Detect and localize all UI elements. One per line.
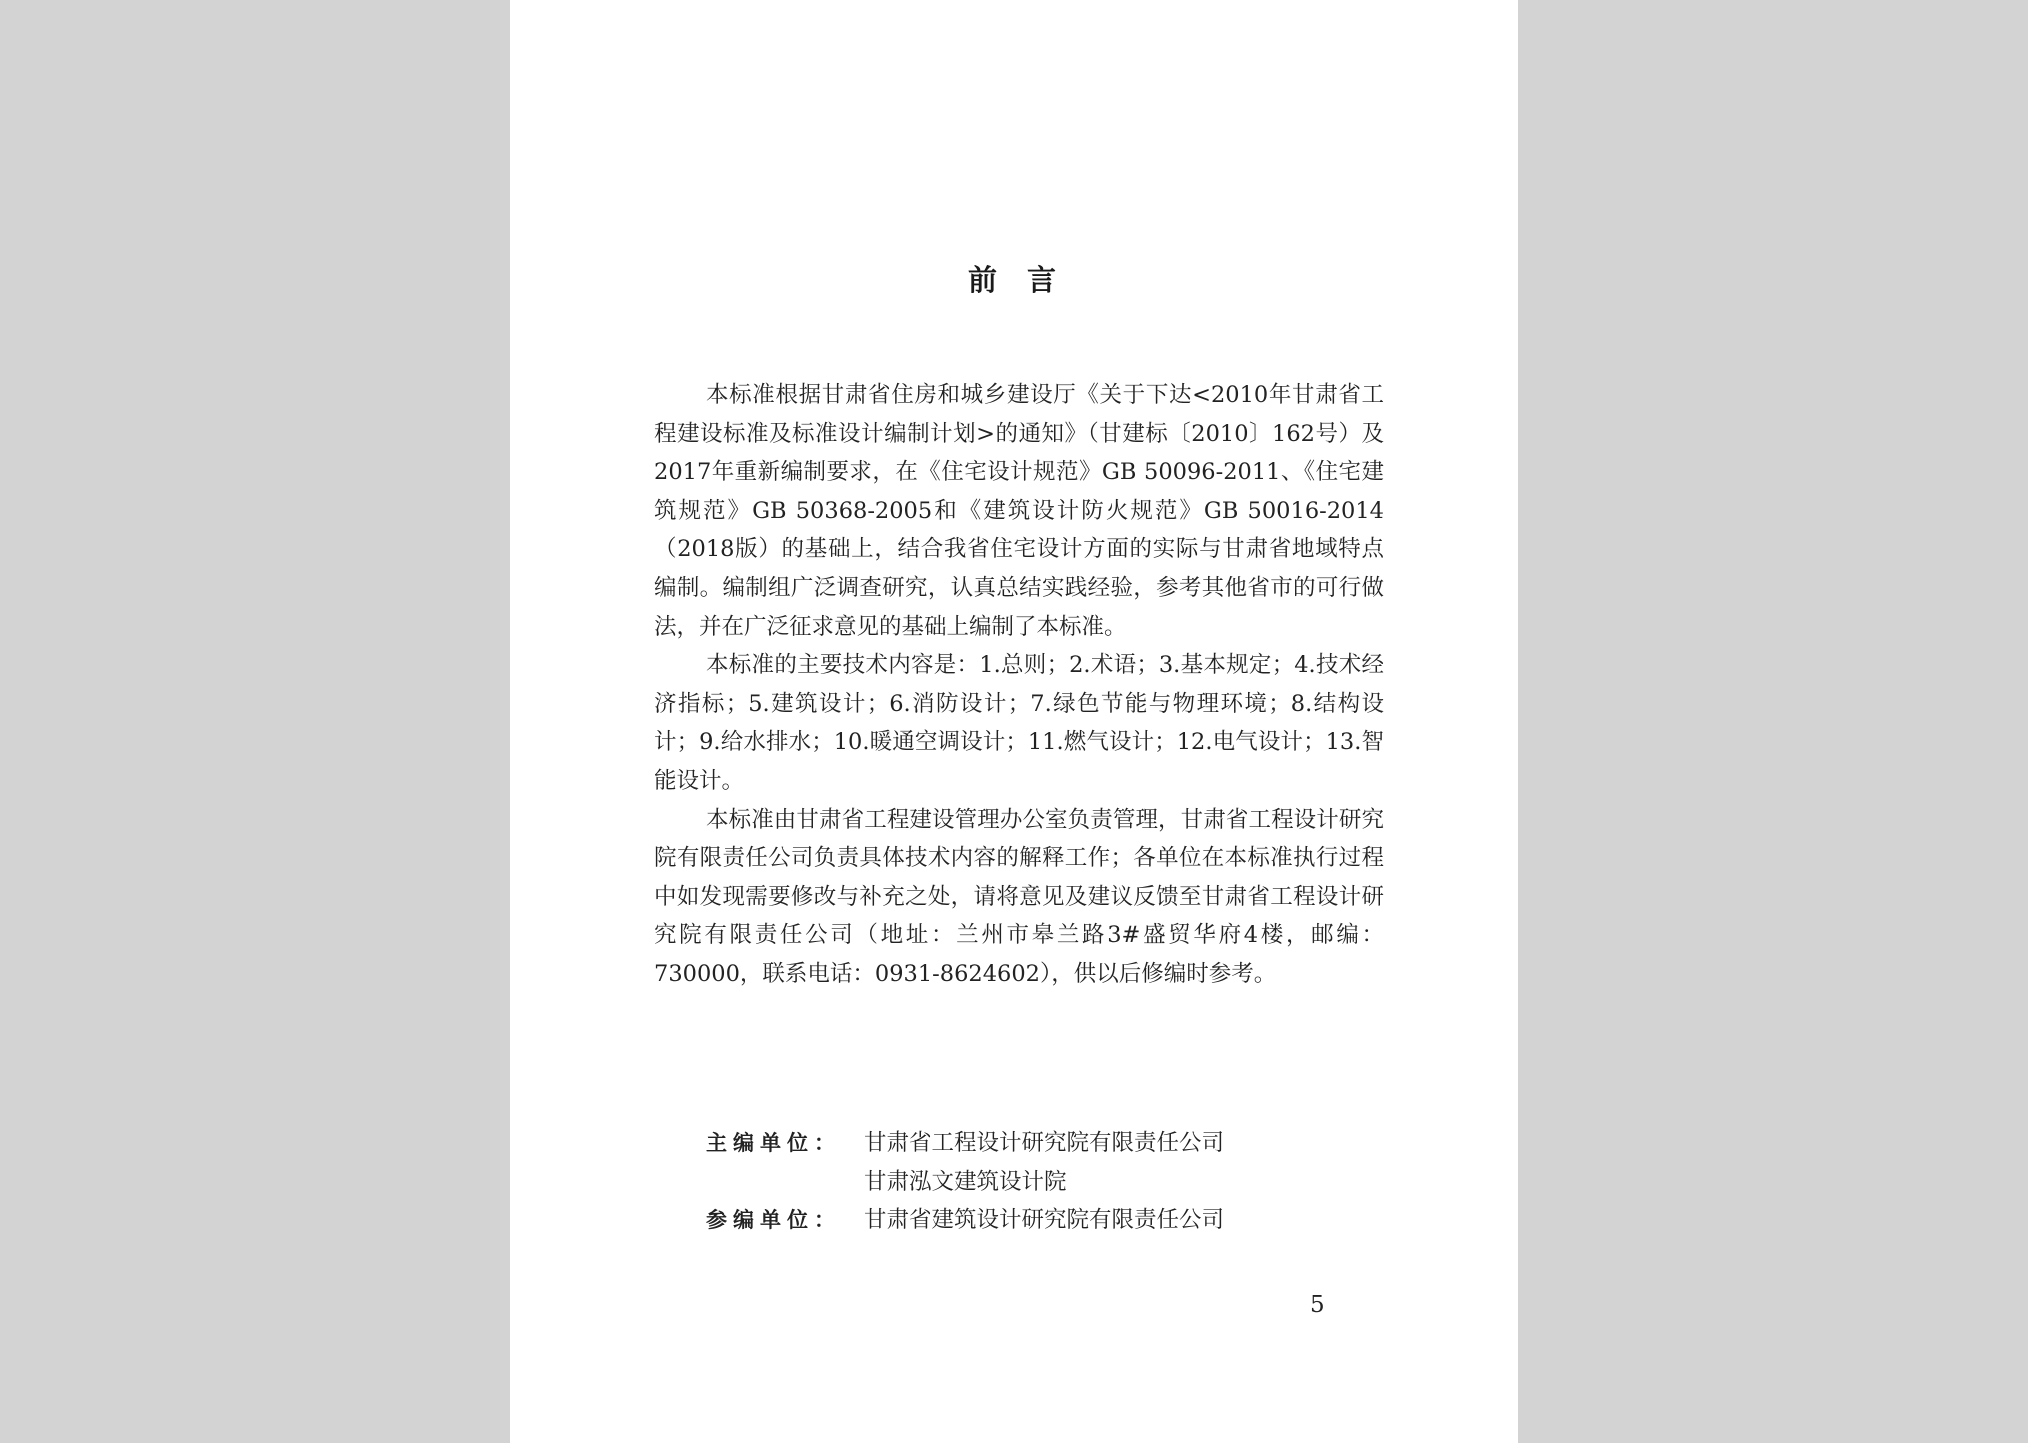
paragraph: 本标准的主要技术内容是：1.总则；2.术语；3.基本规定；4.技术经济指标；5.建筑设计；6.消防设计；7.绿色节能与物理环境；8.结构设计；9.给水排水；10.暖通空调设计；11.燃气设计；12.电气设计；13.智能设计。 bbox=[654, 652, 1384, 794]
participating-row bbox=[706, 1201, 1224, 1240]
page-number: 5 bbox=[1310, 1292, 1325, 1318]
document-page bbox=[510, 0, 1518, 1443]
chief-editor-row bbox=[706, 1124, 1224, 1201]
chief-editor-label: 主编单位： bbox=[706, 1131, 841, 1155]
participating-label: 参编单位： bbox=[706, 1208, 841, 1233]
chief-editor-unit: 甘肃省工程设计研究院有限责任公司 bbox=[864, 1130, 1225, 1156]
page-title: 前言 bbox=[967, 263, 1086, 297]
chief-editor-list bbox=[864, 1124, 1224, 1201]
participating-unit: 甘肃省建筑设计研究院有限责任公司 bbox=[864, 1207, 1225, 1234]
body-text bbox=[654, 376, 1384, 994]
paragraph: 本标准根据甘肃省住房和城乡建设厅《关于下达<2010年甘肃省工程建设标准及标准设计编制计划>的通知》（甘建标〔2010〕162号）及2017年重新编制要求，在《住宅设计规范》GB 50096-2011、《住宅建筑规范》GB 50368-2005和《建筑设计防火规范》GB 50016-2014（2018版）的基础上，结合我省住宅设计方面的实际与甘肃省地域特点编制。编制组广泛调查研究，认真总结实践经验，参考其他省市的可行做法，并在广泛征求意见的基础上编制了本标准。 bbox=[654, 382, 1384, 640]
credits-block bbox=[706, 1124, 1224, 1240]
chief-editor-unit: 甘肃泓文建筑设计院 bbox=[864, 1168, 1067, 1195]
participating-list bbox=[864, 1201, 1224, 1240]
paragraph: 本标准由甘肃省工程建设管理办公室负责管理，甘肃省工程设计研究院有限责任公司负责具体技术内容的解释工作；各单位在本标准执行过程中如发现需要修改与补充之处，请将意见及建议反馈至甘肃省工程设计研究院有限责任公司（地址：兰州市皋兰路3#盛贸华府4楼，邮编：730000，联系电话：0931-8624602），供以后修编时参考。 bbox=[654, 806, 1384, 987]
